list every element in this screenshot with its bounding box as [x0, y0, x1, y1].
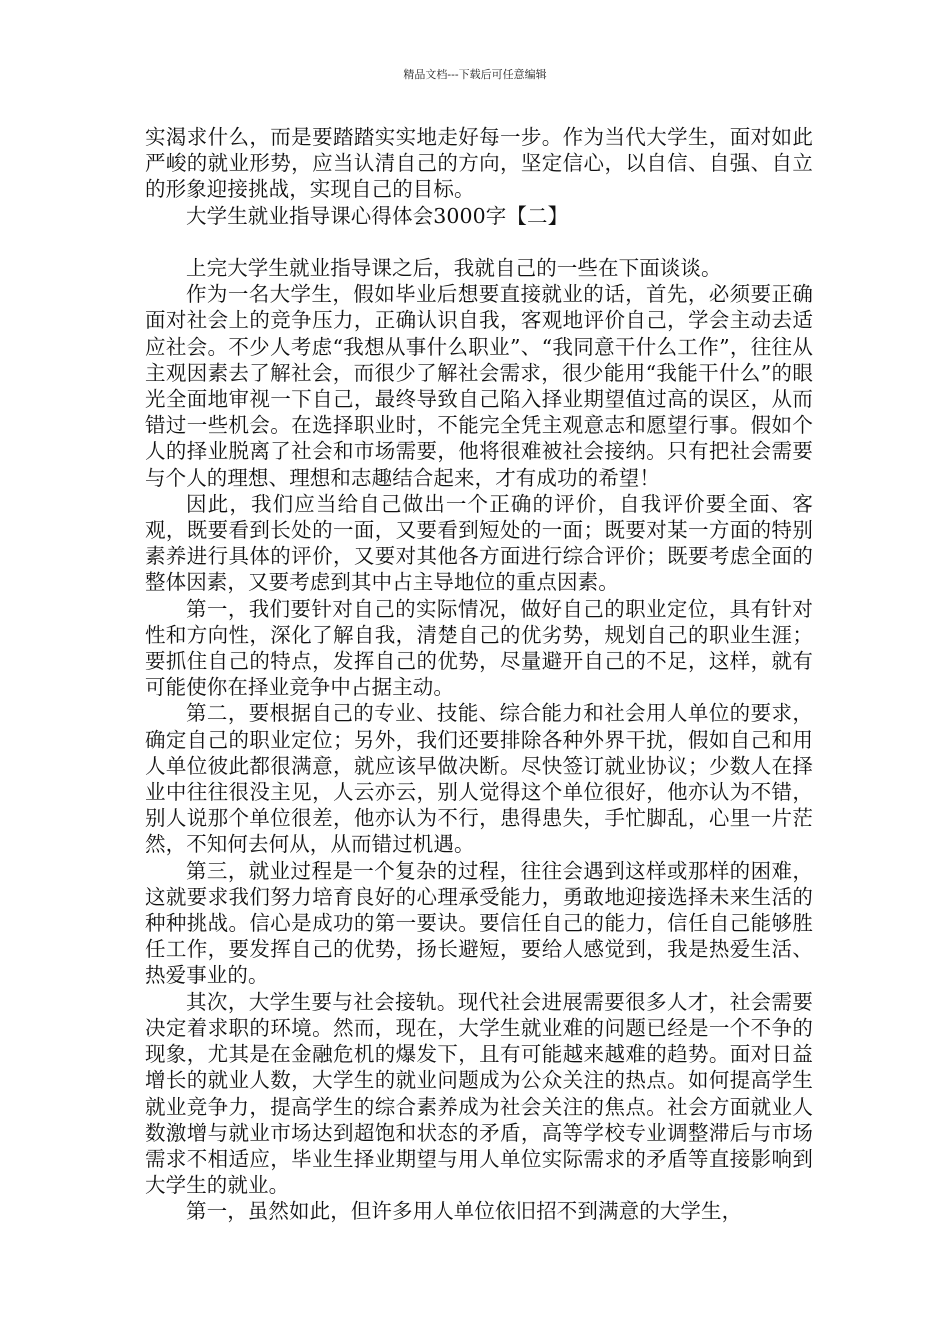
paragraph: 第三，就业过程是一个复杂的过程，往往会遇到这样或那样的困难，这就要求我们努力培育良好的心理承受能力，勇敢地迎接选择未来生活的种种挑战。信心是成功的第一要诀。要信任自己的能力，信任自己能够胜任工作，要发挥自己的优势，扬长避短，要给人感觉到，我是热爱生活、热爱事业的。 — [145, 858, 813, 988]
paragraph: 上完大学生就业指导课之后，我就自己的一些在下面谈谈。 — [186, 256, 722, 280]
paragraph: 作为一名大学生，假如毕业后想要直接就业的话，首先，必须要正确面对社会上的竞争压力，正确认识自我，客观地评价自己，学会主动去适应社会。不少人考虑“我想从事什么职业”、“我同意干什么工作”，往往从主观因素去了解社会，而很少了解社会需求，很少能用“我能干什么”的眼光全面地审视一下自己，最终导致自己陷入择业期望值过高的误区，从而错过一些机会。在选择职业时，不能完全凭主观意志和愿望行事。假如个人的择业脱离了社会和市场需要，他将很难被社会接纳。只有把社会需要与个人的理想、理想和志趣结合起来，才有成功的希望！ — [145, 282, 813, 490]
section-title: 大学生就业指导课心得体会3000字【二】 — [186, 203, 569, 228]
paragraph: 第一，虽然如此，但许多用人单位依旧招不到满意的大学生， — [186, 1199, 743, 1224]
intro-continued-paragraph: 实渴求什么，而是要踏踏实实地走好每一步。作为当代大学生，面对如此严峻的就业形势，应当认清自己的方向，坚定信心，以自信、自强、自立的形象迎接挑战，实现自己的目标。 — [145, 125, 813, 202]
paragraph: 因此，我们应当给自己做出一个正确的评价，自我评价要全面、客观，既要看到长处的一面，又要看到短处的一面；既要对某一方面的特别素养进行具体的评价，又要对其他各方面进行综合评价；既要考虑全面的整体因素，又要考虑到其中占主导地位的重点因素。 — [145, 491, 813, 595]
document-body — [145, 124, 813, 1225]
blank-line — [145, 229, 813, 255]
paragraph: 第二，要根据自己的专业、技能、综合能力和社会用人单位的要求，确定自己的职业定位；另外，我们还要排除各种外界干扰，假如自己和用人单位彼此都很满意，就应该早做决断。尽快签订就业协议；少数人在择业中往往很没主见，人云亦云，别人觉得这个单位很好，他亦认为不错，别人说那个单位很差，他亦认为不行，患得患失，手忙脚乱，心里一片茫然，不知何去何从，从而错过机遇。 — [145, 701, 813, 857]
paragraph: 第一，我们要针对自己的实际情况，做好自己的职业定位，具有针对性和方向性，深化了解自我，清楚自己的优劣势，规划自己的职业生涯；要抓住自己的特点，发挥自己的优势，尽量避开自己的不足，这样，就有可能使你在择业竞争中占据主动。 — [145, 596, 813, 700]
page-header: 精品文档---下载后可任意编辑 — [403, 68, 547, 81]
paragraph: 其次，大学生要与社会接轨。现代社会进展需要很多人才，社会需要决定着求职的环境。然而，现在，大学生就业难的问题已经是一个不争的现象，尤其是在金融危机的爆发下，且有可能越来越难的趋势。面对日益增长的就业人数，大学生的就业问题成为公众关注的热点。如何提高学生就业竞争力，提高学生的综合素养成为社会关注的焦点。社会方面就业人数激增与就业市场达到超饱和状态的矛盾，高等学校专业调整滞后与市场需求不相适应，毕业生择业期望与用人单位实际需求的矛盾等直接影响到大学生的就业。 — [145, 989, 813, 1198]
